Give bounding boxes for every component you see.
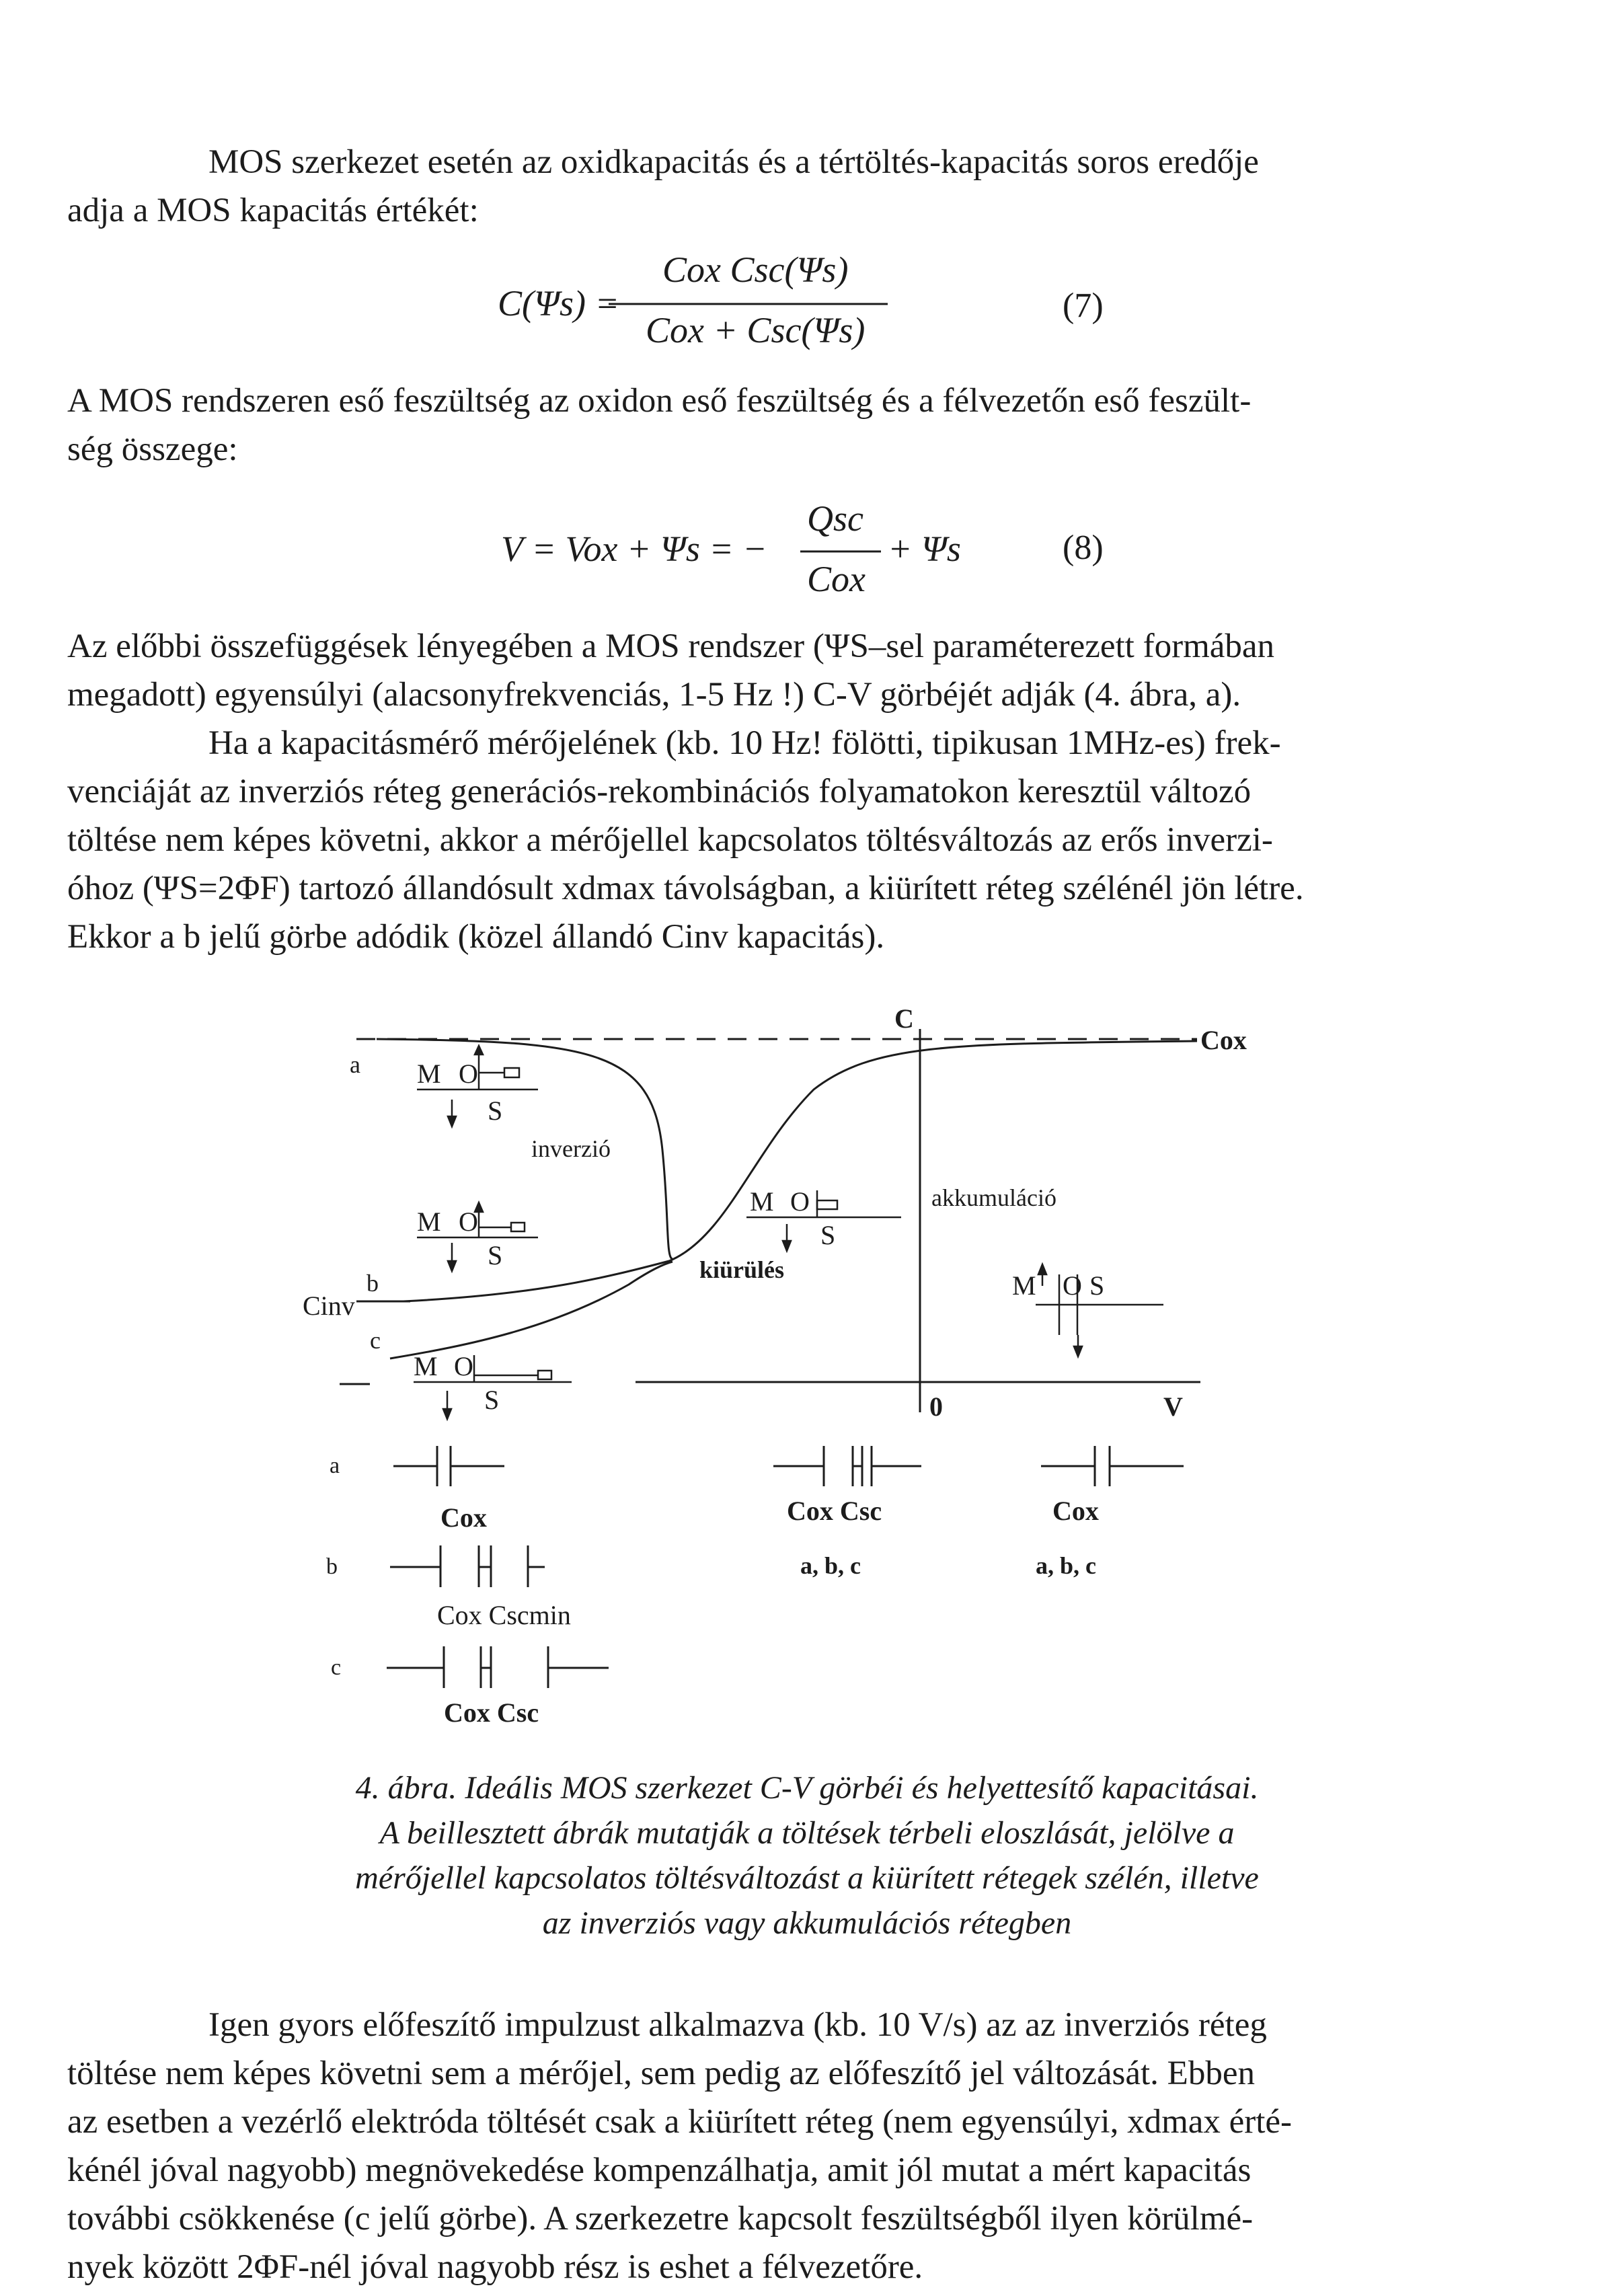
circuit-b-left <box>390 1545 545 1587</box>
circuit-row-a: a <box>330 1453 340 1478</box>
label-mos-o: O <box>1063 1270 1082 1301</box>
circuit-right-sub: a, b, c <box>1036 1552 1096 1579</box>
label-mos-o: O <box>790 1186 810 1217</box>
equation-8-numerator: Qsc <box>807 498 863 539</box>
circuit-a-left-label: Cox <box>440 1502 487 1533</box>
label-inversion: inverzió <box>531 1135 611 1162</box>
text-line: Ekkor a b jelű görbe adódik (közel állandó Cinv kapacitás). <box>67 918 885 956</box>
caption-line: mérőjellel kapcsolatos töltésváltozást a kiürített rétegek szélén, illetve <box>355 1860 1259 1896</box>
curve-c <box>390 1262 672 1359</box>
circuit-c-left-label: Cox Csc <box>444 1697 539 1728</box>
label-mos-m: M <box>750 1186 774 1217</box>
text-line: az esetben a vezérlő elektróda töltését csak a kiürített réteg (nem egyensúlyi, xdmax érté- <box>67 2103 1293 2141</box>
paragraph-2 <box>67 377 1506 473</box>
text-line: ség összege: <box>67 430 238 468</box>
text-line: nyek között 2ΦF-nél jóval nagyobb rész is eshet a félvezetőre. <box>67 2248 923 2286</box>
text-line: Az előbbi összefüggések lényegében a MOS rendszer (ΨS–sel paraméterezett formában <box>67 627 1275 665</box>
equation-8-rhs: + Ψs <box>888 529 961 569</box>
circuit-b-left-label: Cox Cscmin <box>437 1600 571 1630</box>
circuit-c-left <box>387 1646 609 1688</box>
paragraph-1 <box>67 138 1506 235</box>
label-mos-s: S <box>488 1240 503 1270</box>
caption-line: az inverziós vagy akkumulációs rétegben <box>542 1905 1072 1941</box>
label-mos-o: O <box>459 1207 478 1237</box>
equation-7-number: (7) <box>1063 286 1104 325</box>
label-mos-s: S <box>820 1220 836 1250</box>
circuit-mid <box>773 1446 921 1486</box>
paragraph-4 <box>67 2001 1506 2291</box>
text-line: MOS szerkezet esetén az oxidkapacitás és a tértöltés-kapacitás soros eredője <box>208 143 1259 181</box>
label-mos-o: O <box>454 1351 473 1381</box>
text-line: Igen gyors előfeszítő impulzust alkalmazva (kb. 10 V/s) az az inverziós réteg <box>208 2006 1267 2044</box>
equation-7-numerator: Cox Csc(Ψs) <box>662 250 849 290</box>
circuit-mid-label: Cox Csc <box>787 1496 882 1526</box>
figure-caption <box>0 1765 1614 1946</box>
paragraph-3 <box>67 622 1506 961</box>
label-cinv: Cinv <box>303 1291 355 1321</box>
text-line: töltése nem képes követni, akkor a mérőjellel kapcsolatos töltésváltozás az erős inverzi- <box>67 821 1273 859</box>
label-depletion: kiürülés <box>699 1256 785 1283</box>
text-line: további csökkenése (c jelű görbe). A szerkezetre kapcsolt feszültségből ilyen körülmé- <box>67 2200 1254 2237</box>
circuit-right <box>1041 1446 1184 1486</box>
equation-8-denominator: Cox <box>807 559 866 599</box>
circuit-right-label: Cox <box>1052 1496 1099 1526</box>
label-curve-a: a <box>350 1051 360 1078</box>
text-line: adja a MOS kapacitás értékét: <box>67 192 479 229</box>
label-mos-m: M <box>417 1059 441 1089</box>
label-zero: 0 <box>929 1391 943 1422</box>
label-mos-m: M <box>1012 1270 1036 1301</box>
text-line: venciáját az inverziós réteg generációs-rekombinációs folyamatokon keresztül változó <box>67 773 1252 810</box>
caption-line: 4. ábra. Ideális MOS szerkezet C-V görbéi és helyettesítő kapacitásai. <box>355 1770 1259 1806</box>
label-mos-s: S <box>488 1096 503 1126</box>
caption-line: A beillesztett ábrák mutatják a töltések térbeli eloszlását, jelölve a <box>379 1815 1235 1851</box>
label-mos-o: O <box>459 1059 478 1089</box>
text-line: A MOS rendszeren eső feszültség az oxidon eső feszültség és a félvezetőn eső feszült- <box>67 382 1252 420</box>
equation-7-denominator: Cox + Csc(Ψs) <box>646 310 866 350</box>
circuit-row-b: b <box>326 1554 338 1579</box>
circuit-mid-sub: a, b, c <box>800 1552 861 1579</box>
circuit-row-c: c <box>331 1655 342 1680</box>
label-curve-b: b <box>367 1270 379 1297</box>
label-mos-m: M <box>417 1207 441 1237</box>
text-line: óhoz (ΨS=2ΦF) tartozó állandósult xdmax távolságban, a kiürített réteg szélénél jön létre. <box>67 870 1304 907</box>
text-line: töltése nem képes követni sem a mérőjel, sem pedig az előfeszítő jel változását. Ebben <box>67 2055 1255 2092</box>
circuit-a-left <box>393 1446 504 1486</box>
label-mos-m: M <box>414 1351 438 1381</box>
curve-depletion-accumulation <box>404 1041 1197 1301</box>
label-c-axis: C <box>894 1003 914 1034</box>
figure-4-cv-curves <box>0 995 1614 1755</box>
text-line: kénél jóval nagyobb) megnövekedése kompenzálhatja, amit jól mutat a mért kapacitás <box>67 2151 1252 2189</box>
label-curve-c: c <box>370 1327 381 1354</box>
equation-8-number: (8) <box>1063 529 1104 567</box>
text-line: megadott) egyensúlyi (alacsonyfrekvenciás, 1-5 Hz !) C-V görbéjét adják (4. ábra, a). <box>67 676 1241 714</box>
equation-8-lhs: V = Vox + Ψs = − <box>501 529 767 569</box>
text-line: Ha a kapacitásmérő mérőjelének (kb. 10 Hz! fölötti, tipikusan 1MHz-es) frek- <box>208 724 1281 762</box>
label-mos-s: S <box>1089 1270 1105 1301</box>
label-cox: Cox <box>1200 1025 1247 1055</box>
label-mos-s: S <box>484 1385 500 1415</box>
label-accumulation: akkumuláció <box>931 1184 1056 1211</box>
equation-7-lhs: C(Ψs) = <box>498 283 619 323</box>
label-v-axis: V <box>1163 1391 1183 1422</box>
